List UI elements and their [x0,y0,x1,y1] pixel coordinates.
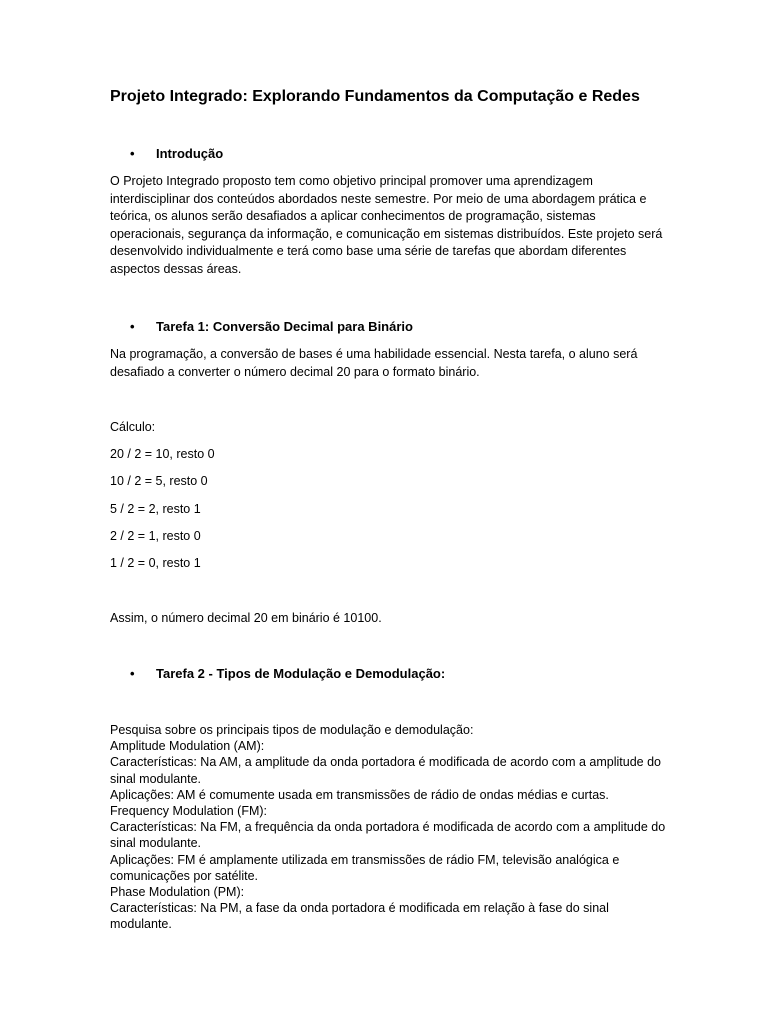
calc-result: Assim, o número decimal 20 em binário é 10100. [110,611,382,625]
calc-step: 20 / 2 = 10, resto 0 [110,447,215,461]
task2-line: Características: Na AM, a amplitude da onda portadora é modificada de acordo com a amplitude do sinal modulante. [110,755,662,786]
task2-line: Phase Modulation (PM): [110,885,245,900]
calc-step: 1 / 2 = 0, resto 1 [110,556,201,570]
task2-line: Características: Na PM, a fase da onda portadora é modificada em relação à fase do sinal modulante. [110,901,609,932]
calc-step: 10 / 2 = 5, resto 0 [110,474,208,488]
task2-content [110,722,670,933]
bullet-icon: • [130,666,135,681]
intro-paragraph: O Projeto Integrado proposto tem como objetivo principal promover uma aprendizagem interdisciplinar dos conteúdos abordados neste semestre. Por meio de uma abordagem prática e teórica, os alunos serão desafiados a aplicar conhecimentos de programação, sistemas operacionais, segurança da informação, e comunicação em sistemas distribuídos. Este projeto será desenvolvido individualmente e terá como base uma série de tarefas que abordam diferentes aspectos dessas áreas. [110,174,663,276]
section-heading-introducao [130,145,223,163]
document-title: Projeto Integrado: Explorando Fundamentos da Computação e Redes [110,88,640,105]
calc-step: 5 / 2 = 2, resto 1 [110,502,201,516]
task2-line: Frequency Modulation (FM): [110,804,268,819]
bullet-icon: • [130,319,135,334]
section-heading-label: Tarefa 1: Conversão Decimal para Binário [156,319,413,334]
section-heading-label: Introdução [156,146,224,161]
task2-line: Características: Na FM, a frequência da onda portadora é modificada de acordo com a amplitude do sinal modulante. [110,820,666,851]
calc-label: Cálculo: [110,420,156,434]
section-heading-label: Tarefa 2 - Tipos de Modulação e Demodulação: [156,666,446,681]
section-heading-tarefa-1 [130,318,413,336]
bullet-icon: • [130,146,135,161]
task1-paragraph: Na programação, a conversão de bases é uma habilidade essencial. Nesta tarefa, o aluno será desafiado a converter o número decimal 20 para o formato binário. [110,347,638,379]
task2-line: Aplicações: FM é amplamente utilizada em transmissões de rádio FM, televisão analógica e comunicações por satélite. [110,852,620,883]
task2-line: Aplicações: AM é comumente usada em transmissões de rádio de ondas médias e curtas. [110,787,609,802]
task2-line: Amplitude Modulation (AM): [110,739,265,754]
calc-step: 2 / 2 = 1, resto 0 [110,529,201,543]
section-heading-tarefa-2 [130,665,445,683]
task2-line: Pesquisa sobre os principais tipos de modulação e demodulação: [110,723,474,737]
